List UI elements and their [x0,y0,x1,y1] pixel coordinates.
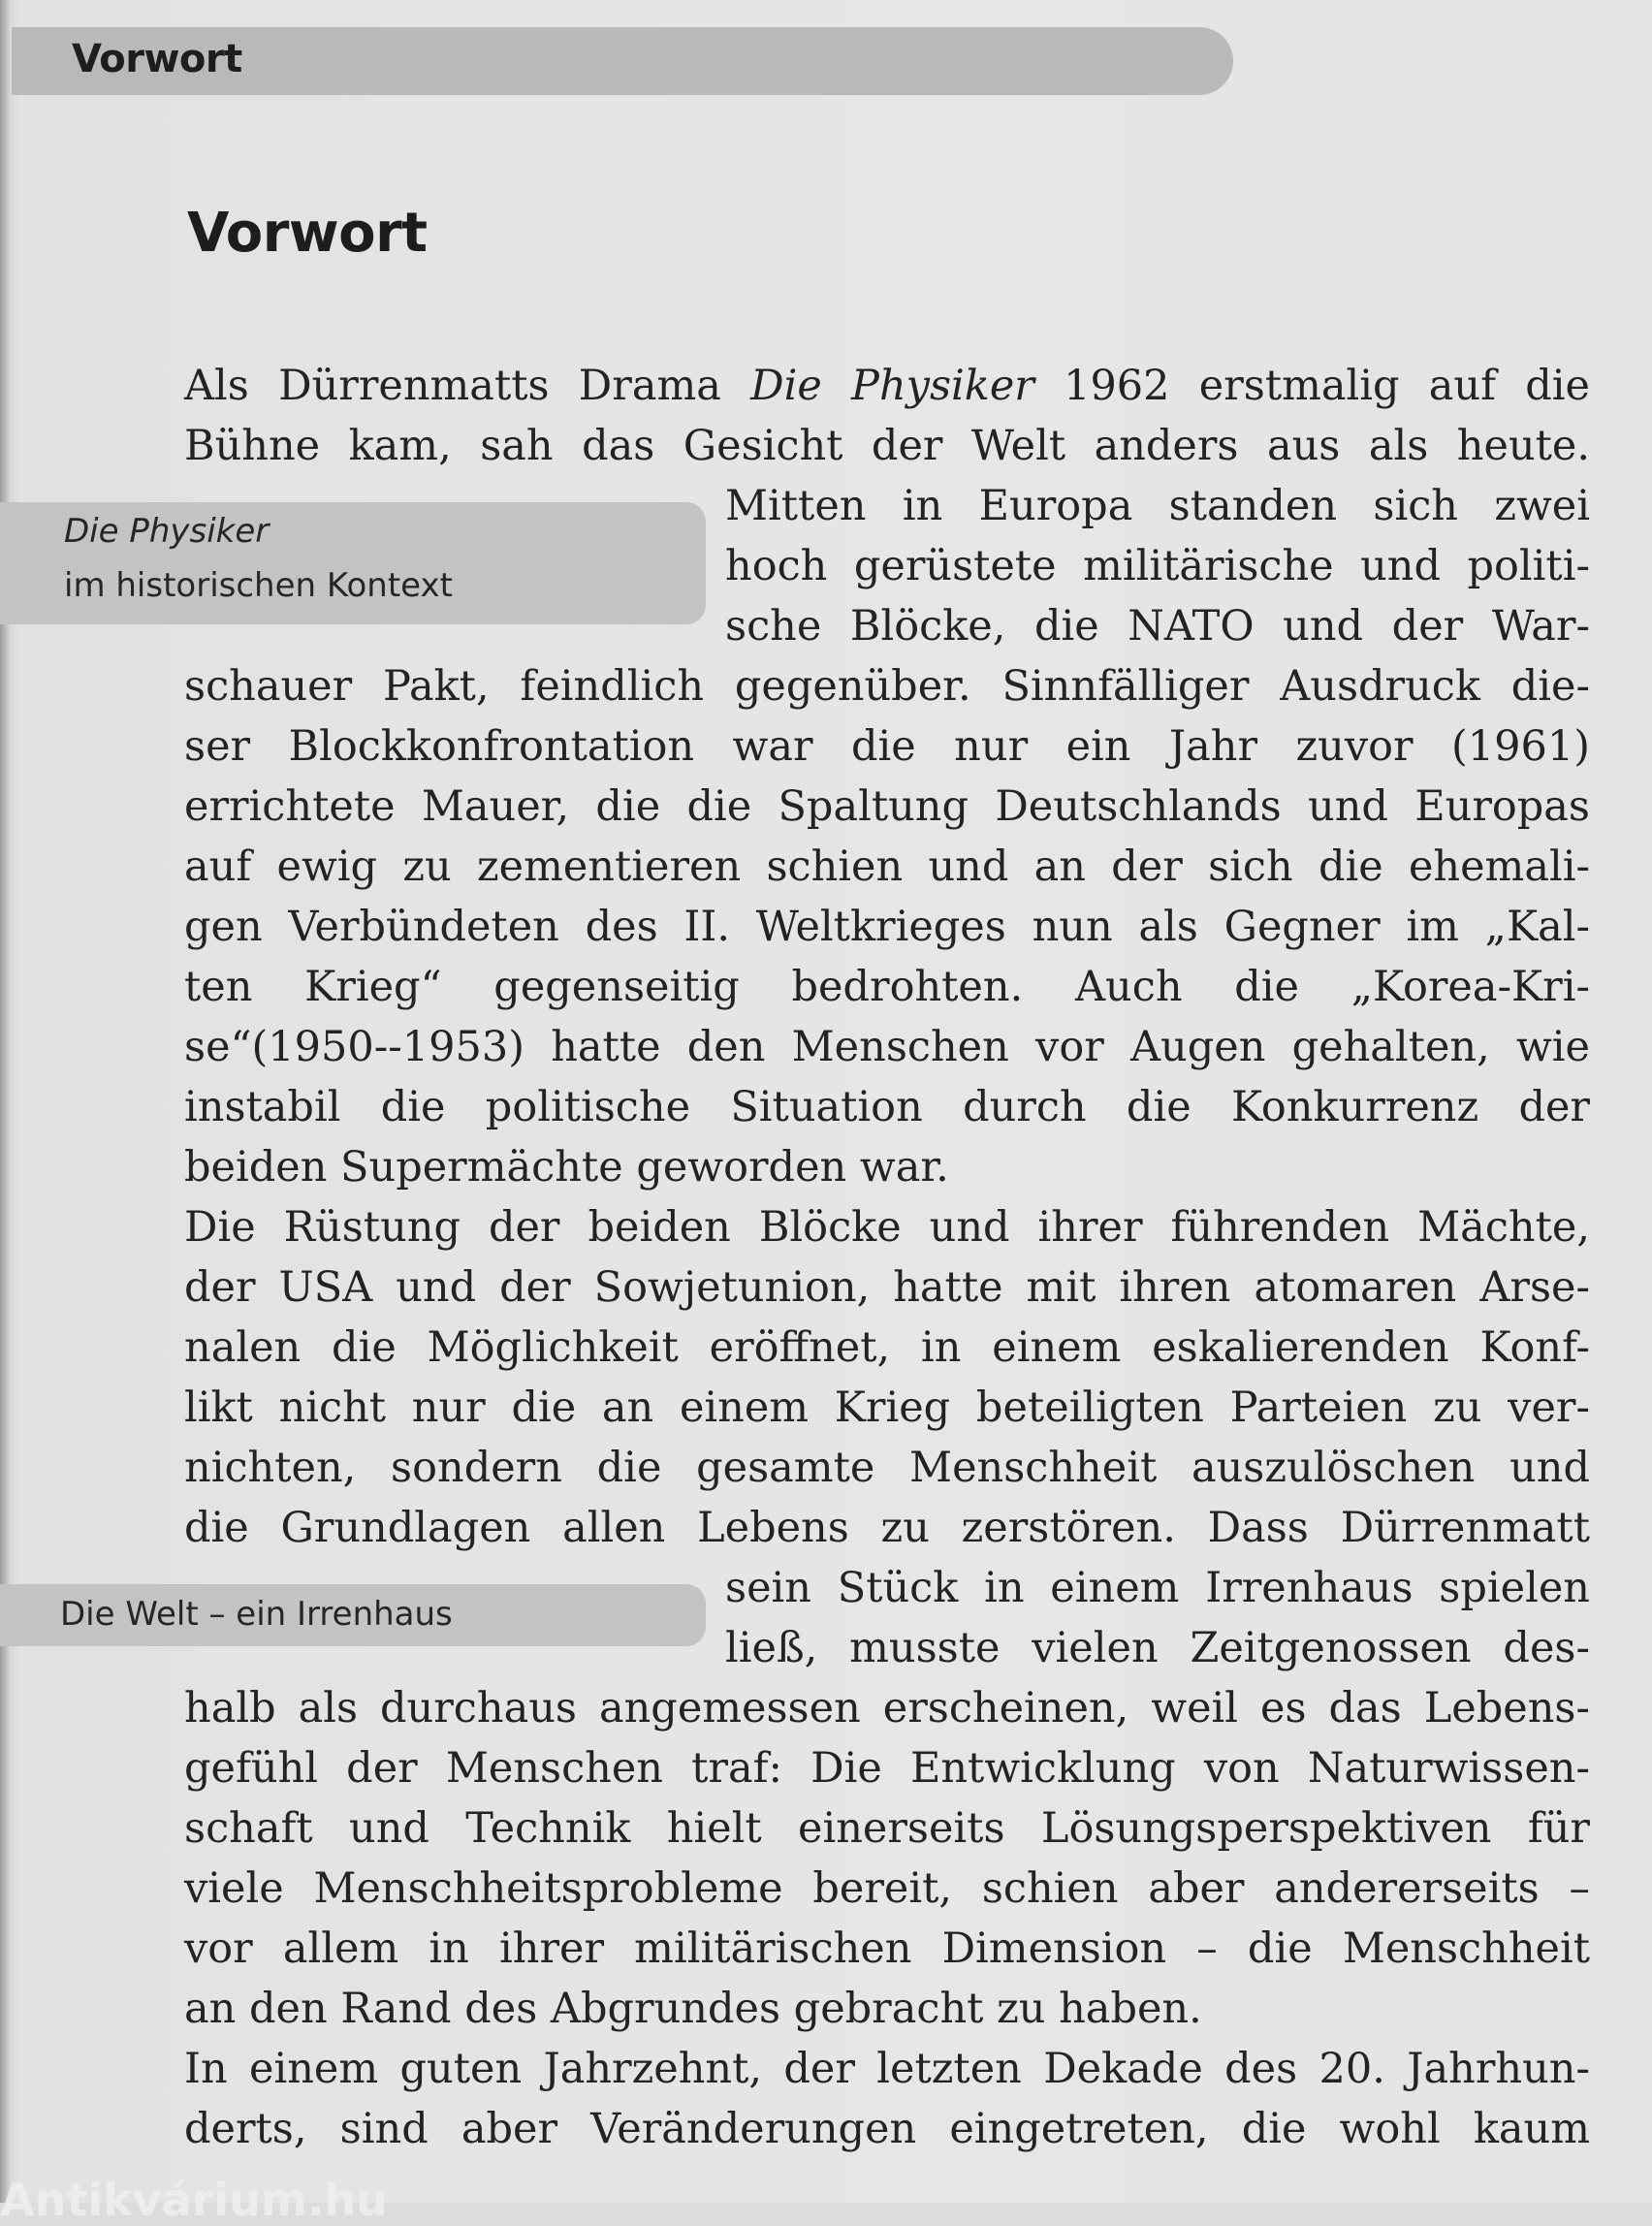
text-line: gen Verbündeten des II. Weltkrieges nun als Gegner im „Kal- [184,903,1590,951]
text-line: vor allem in ihrer militärischen Dimension – die Menschheit [184,1924,1590,1973]
text-line: schaft und Technik hielt einerseits Lösungsperspektiven für [184,1804,1590,1853]
text-line: nichten, sondern die gesamte Menschheit auszulöschen und [184,1444,1590,1492]
text-line: Die Rüstung der beiden Blöcke und ihrer führenden Mächte, [184,1203,1590,1252]
text-line: instabil die politische Situation durch die Konkurrenz der [184,1083,1590,1131]
text-line: halb als durchaus angemessen erscheinen, weil es das Lebens- [184,1684,1590,1733]
margin-note-line: im historischen Kontext [64,566,453,605]
text-line: nalen die Möglichkeit eröffnet, in einem eskalierenden Konf- [184,1323,1590,1372]
text-line: In einem guten Jahrzehnt, der letzten Dekade des 20. Jahrhun- [184,2045,1590,2093]
text-line: sein Stück in einem Irrenhaus spielen [725,1564,1590,1612]
margin-note-line: Die Physiker [64,512,270,551]
text-line: an den Rand des Abgrundes gebracht zu haben. [184,1985,1202,2033]
text-line: Als Dürrenmatts Drama Die Physiker 1962 erstmalig auf die [184,362,1590,410]
text-line: sche Blöcke, die NATO und der War- [725,602,1590,651]
text-line: der USA und der Sowjetunion, hatte mit ihren atomaren Arse- [184,1263,1590,1312]
text-line: beiden Supermächte geworden war. [184,1143,949,1192]
text-line: Bühne kam, sah das Gesicht der Welt anders aus als heute. [184,422,1590,470]
text-line: hoch gerüstete militärische und politi- [725,542,1590,590]
text-line: die Grundlagen allen Lebens zu zerstören. Dass Dürrenmatt [184,1504,1590,1552]
text-line: gefühl der Menschen traf: Die Entwicklung von Naturwissen- [184,1744,1590,1793]
text-line: likt nicht nur die an einem Krieg beteiligten Parteien zu ver- [184,1383,1590,1432]
text-line: auf ewig zu zementieren schien und an der sich die ehemali- [184,843,1590,891]
text-line: errichtete Mauer, die die Spaltung Deutschlands und Europas [184,782,1590,831]
page-title: Vorwort [187,202,428,265]
text-line: se“(1950--1953) hatte den Menschen vor Augen gehalten, wie [184,1023,1590,1071]
text-line: Mitten in Europa standen sich zwei [725,482,1590,530]
text-line: ser Blockkonfrontation war die nur ein Jahr zuvor (1961) [184,722,1590,771]
text-line: ten Krieg“ gegenseitig bedrohten. Auch die „Korea-Kri- [184,963,1590,1011]
chapter-header-label: Vorwort [72,37,242,81]
text-line: schauer Pakt, feindlich gegenüber. Sinnfälliger Ausdruck die- [184,662,1590,711]
text-line: derts, sind aber Veränderungen eingetreten, die wohl kaum [184,2105,1590,2153]
play-title-italic: Die Physiker [750,362,1034,410]
margin-note-line: Die Welt – ein Irrenhaus [60,1595,453,1634]
text-line: viele Menschheitsprobleme bereit, schien aber andererseits – [184,1864,1590,1913]
watermark: Antikvárium.hu [0,2174,388,2226]
text-line: ließ, musste vielen Zeitgenossen des- [725,1624,1590,1672]
